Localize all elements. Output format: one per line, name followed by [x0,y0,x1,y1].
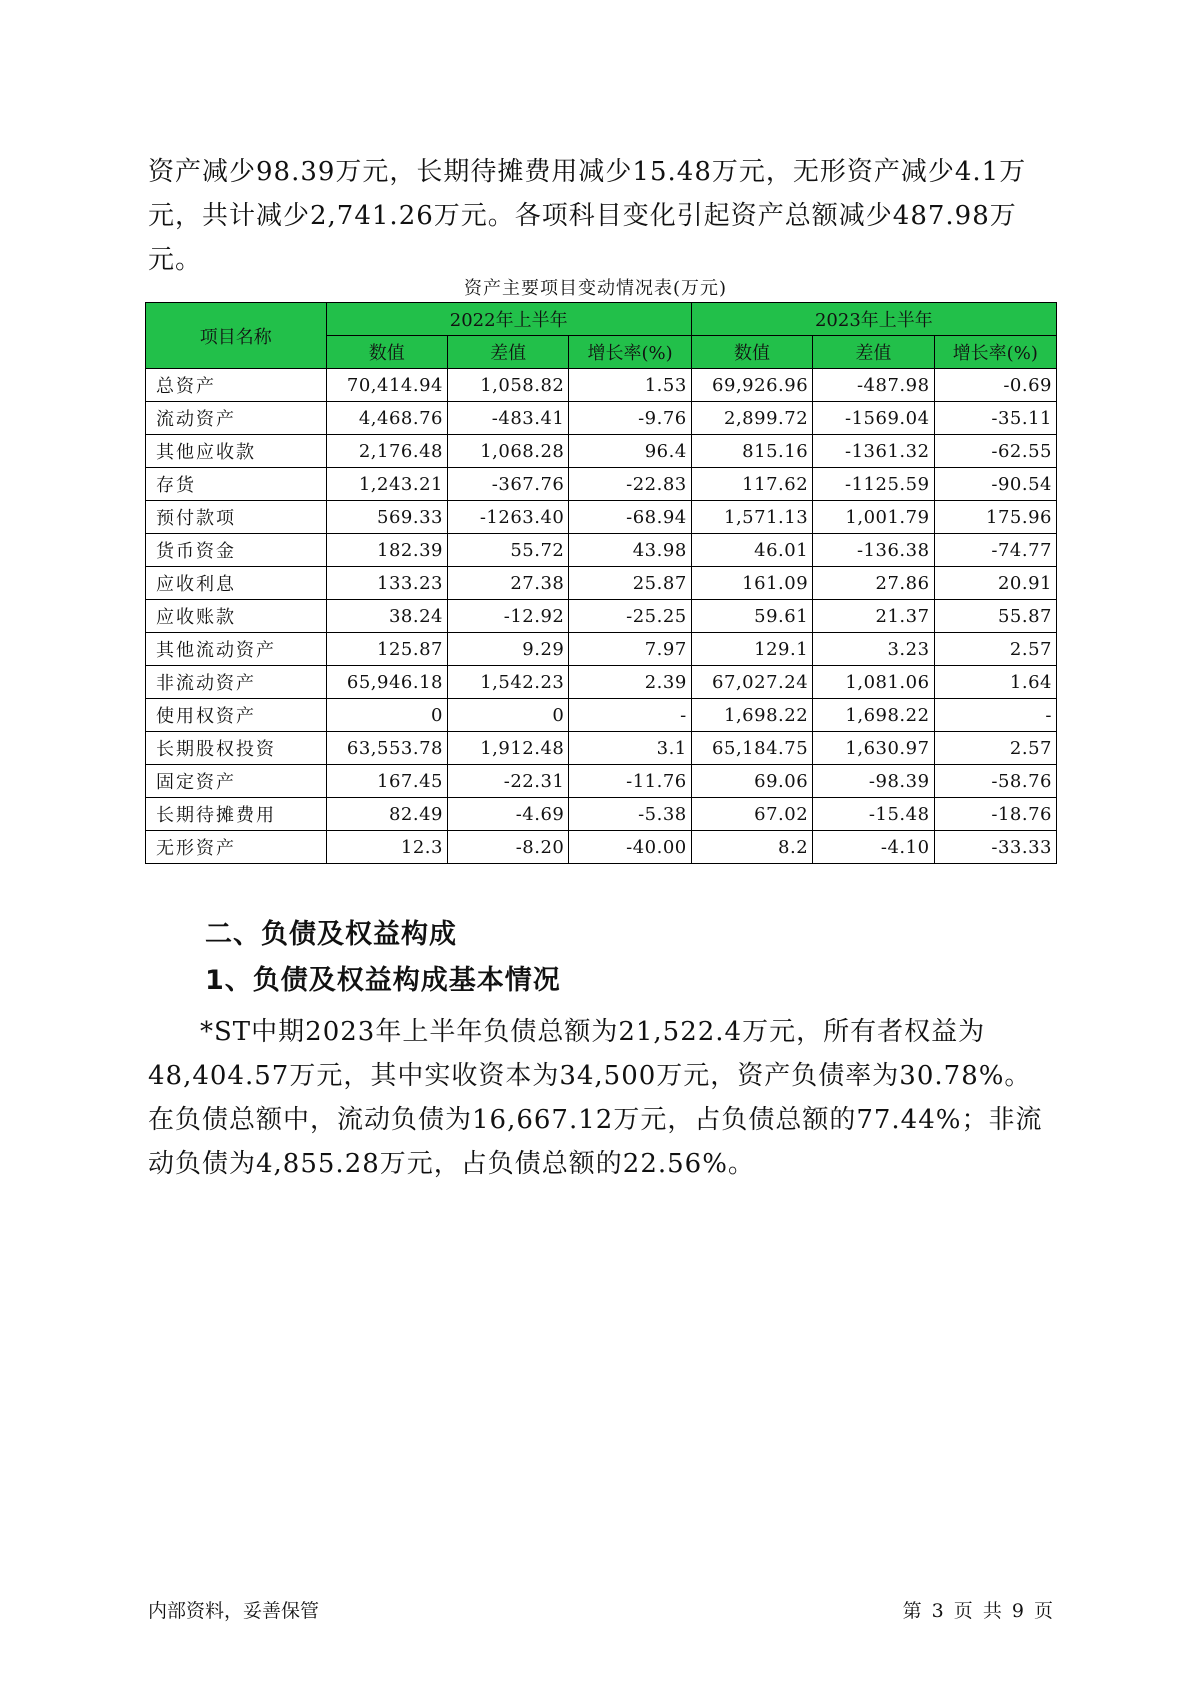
cell-d23: 3.23 [813,633,934,666]
cell-r23: -18.76 [934,798,1056,831]
header-diff-2023: 差值 [813,336,934,369]
cell-r23: 2.57 [934,732,1056,765]
row-item-name: 存货 [146,468,327,501]
cell-d23: 1,001.79 [813,501,934,534]
table-row [146,468,1057,501]
subsection-heading: 1、负债及权益构成基本情况 [205,965,561,996]
cell-v22: 38.24 [326,600,447,633]
header-item-name: 项目名称 [146,303,327,369]
cell-r23: -90.54 [934,468,1056,501]
cell-v22: 182.39 [326,534,447,567]
cell-d23: 21.37 [813,600,934,633]
cell-d23: -1125.59 [813,468,934,501]
cell-v23: 117.62 [691,468,812,501]
table-row [146,369,1057,402]
row-item-name: 货币资金 [146,534,327,567]
cell-v23: 69,926.96 [691,369,812,402]
cell-d22: 0 [447,699,568,732]
row-item-name: 其他流动资产 [146,633,327,666]
cell-r23: - [934,699,1056,732]
cell-r23: 55.87 [934,600,1056,633]
header-value-2023: 数值 [691,336,812,369]
cell-r23: -74.77 [934,534,1056,567]
table-row [146,831,1057,864]
cell-v22: 70,414.94 [326,369,447,402]
row-item-name: 无形资产 [146,831,327,864]
cell-v23: 161.09 [691,567,812,600]
cell-v22: 4,468.76 [326,402,447,435]
table-row [146,732,1057,765]
cell-d22: -4.69 [447,798,568,831]
cell-v22: 569.33 [326,501,447,534]
cell-r23: -58.76 [934,765,1056,798]
cell-v22: 2,176.48 [326,435,447,468]
cell-d23: -487.98 [813,369,934,402]
cell-v22: 167.45 [326,765,447,798]
header-period-2022: 2022年上半年 [326,303,691,336]
table-row [146,600,1057,633]
cell-r23: 175.96 [934,501,1056,534]
header-rate-2022: 增长率(%) [569,336,691,369]
row-item-name: 使用权资产 [146,699,327,732]
cell-v23: 2,899.72 [691,402,812,435]
asset-change-table [145,302,1057,864]
cell-v22: 133.23 [326,567,447,600]
header-value-2022: 数值 [326,336,447,369]
table-row [146,699,1057,732]
cell-d23: -15.48 [813,798,934,831]
cell-r22: 2.39 [569,666,691,699]
cell-d22: -22.31 [447,765,568,798]
row-item-name: 其他应收款 [146,435,327,468]
cell-r23: -62.55 [934,435,1056,468]
cell-d23: -1569.04 [813,402,934,435]
cell-v23: 815.16 [691,435,812,468]
cell-d22: 27.38 [447,567,568,600]
cell-r22: -40.00 [569,831,691,864]
cell-r23: -33.33 [934,831,1056,864]
cell-r22: -5.38 [569,798,691,831]
header-period-2023: 2023年上半年 [691,303,1056,336]
row-item-name: 长期待摊费用 [146,798,327,831]
row-item-name: 固定资产 [146,765,327,798]
row-item-name: 预付款项 [146,501,327,534]
cell-v23: 8.2 [691,831,812,864]
cell-v23: 129.1 [691,633,812,666]
table-row [146,435,1057,468]
cell-r22: 7.97 [569,633,691,666]
cell-d22: 9.29 [447,633,568,666]
cell-d22: -12.92 [447,600,568,633]
cell-r22: -22.83 [569,468,691,501]
table-row [146,534,1057,567]
cell-v23: 59.61 [691,600,812,633]
cell-d23: -98.39 [813,765,934,798]
cell-d22: 1,068.28 [447,435,568,468]
cell-d22: -8.20 [447,831,568,864]
footer-confidential-note: 内部资料，妥善保管 [148,1600,320,1622]
cell-r22: - [569,699,691,732]
table-row [146,666,1057,699]
cell-d22: -1263.40 [447,501,568,534]
cell-v22: 63,553.78 [326,732,447,765]
cell-r23: 1.64 [934,666,1056,699]
row-item-name: 长期股权投资 [146,732,327,765]
cell-d22: -367.76 [447,468,568,501]
cell-v23: 1,698.22 [691,699,812,732]
table-body [146,369,1057,864]
cell-r23: -0.69 [934,369,1056,402]
cell-d22: 1,058.82 [447,369,568,402]
liability-paragraph: *ST中期2023年上半年负债总额为21,522.4万元，所有者权益为48,404.57万元，其中实收资本为34,500万元，资产负债率为30.78%。在负债总额中，流动负债为16,667.12万元，占负债总额的77.44%；非流动负债为4,855.28万元，占负债总额的22.56%。 [148,1017,1043,1179]
cell-v22: 125.87 [326,633,447,666]
footer-page-number: 第 3 页 共 9 页 [902,1600,1053,1622]
table-caption: 资产主要项目变动情况表(万元) [463,278,728,299]
intro-paragraph: 资产减少98.39万元，长期待摊费用减少15.48万元，无形资产减少4.1万元，共计减少2,741.26万元。各项科目变化引起资产总额减少487.98万元。 [148,157,1027,275]
cell-v23: 67.02 [691,798,812,831]
cell-v23: 46.01 [691,534,812,567]
cell-v22: 65,946.18 [326,666,447,699]
cell-v23: 1,571.13 [691,501,812,534]
cell-r22: 3.1 [569,732,691,765]
cell-d22: -483.41 [447,402,568,435]
cell-r23: 20.91 [934,567,1056,600]
header-diff-2022: 差值 [447,336,568,369]
cell-v22: 0 [326,699,447,732]
cell-v22: 82.49 [326,798,447,831]
cell-d23: -1361.32 [813,435,934,468]
table-row [146,765,1057,798]
cell-d23: -4.10 [813,831,934,864]
cell-d23: 1,081.06 [813,666,934,699]
cell-v22: 12.3 [326,831,447,864]
cell-r22: 1.53 [569,369,691,402]
cell-v22: 1,243.21 [326,468,447,501]
cell-d22: 1,912.48 [447,732,568,765]
cell-r22: -11.76 [569,765,691,798]
table-row [146,567,1057,600]
row-item-name: 应收利息 [146,567,327,600]
cell-r23: 2.57 [934,633,1056,666]
cell-d23: 1,630.97 [813,732,934,765]
cell-d22: 1,542.23 [447,666,568,699]
cell-v23: 67,027.24 [691,666,812,699]
cell-v23: 69.06 [691,765,812,798]
cell-r23: -35.11 [934,402,1056,435]
cell-d22: 55.72 [447,534,568,567]
row-item-name: 流动资产 [146,402,327,435]
table-row [146,798,1057,831]
row-item-name: 非流动资产 [146,666,327,699]
cell-d23: -136.38 [813,534,934,567]
cell-v23: 65,184.75 [691,732,812,765]
row-item-name: 总资产 [146,369,327,402]
table-row [146,501,1057,534]
cell-r22: -25.25 [569,600,691,633]
header-rate-2023: 增长率(%) [934,336,1056,369]
section-heading: 二、负债及权益构成 [205,919,457,950]
row-item-name: 应收账款 [146,600,327,633]
table-row [146,633,1057,666]
cell-r22: 96.4 [569,435,691,468]
cell-r22: 25.87 [569,567,691,600]
cell-r22: -68.94 [569,501,691,534]
cell-d23: 27.86 [813,567,934,600]
cell-r22: 43.98 [569,534,691,567]
table-row [146,402,1057,435]
cell-d23: 1,698.22 [813,699,934,732]
cell-r22: -9.76 [569,402,691,435]
